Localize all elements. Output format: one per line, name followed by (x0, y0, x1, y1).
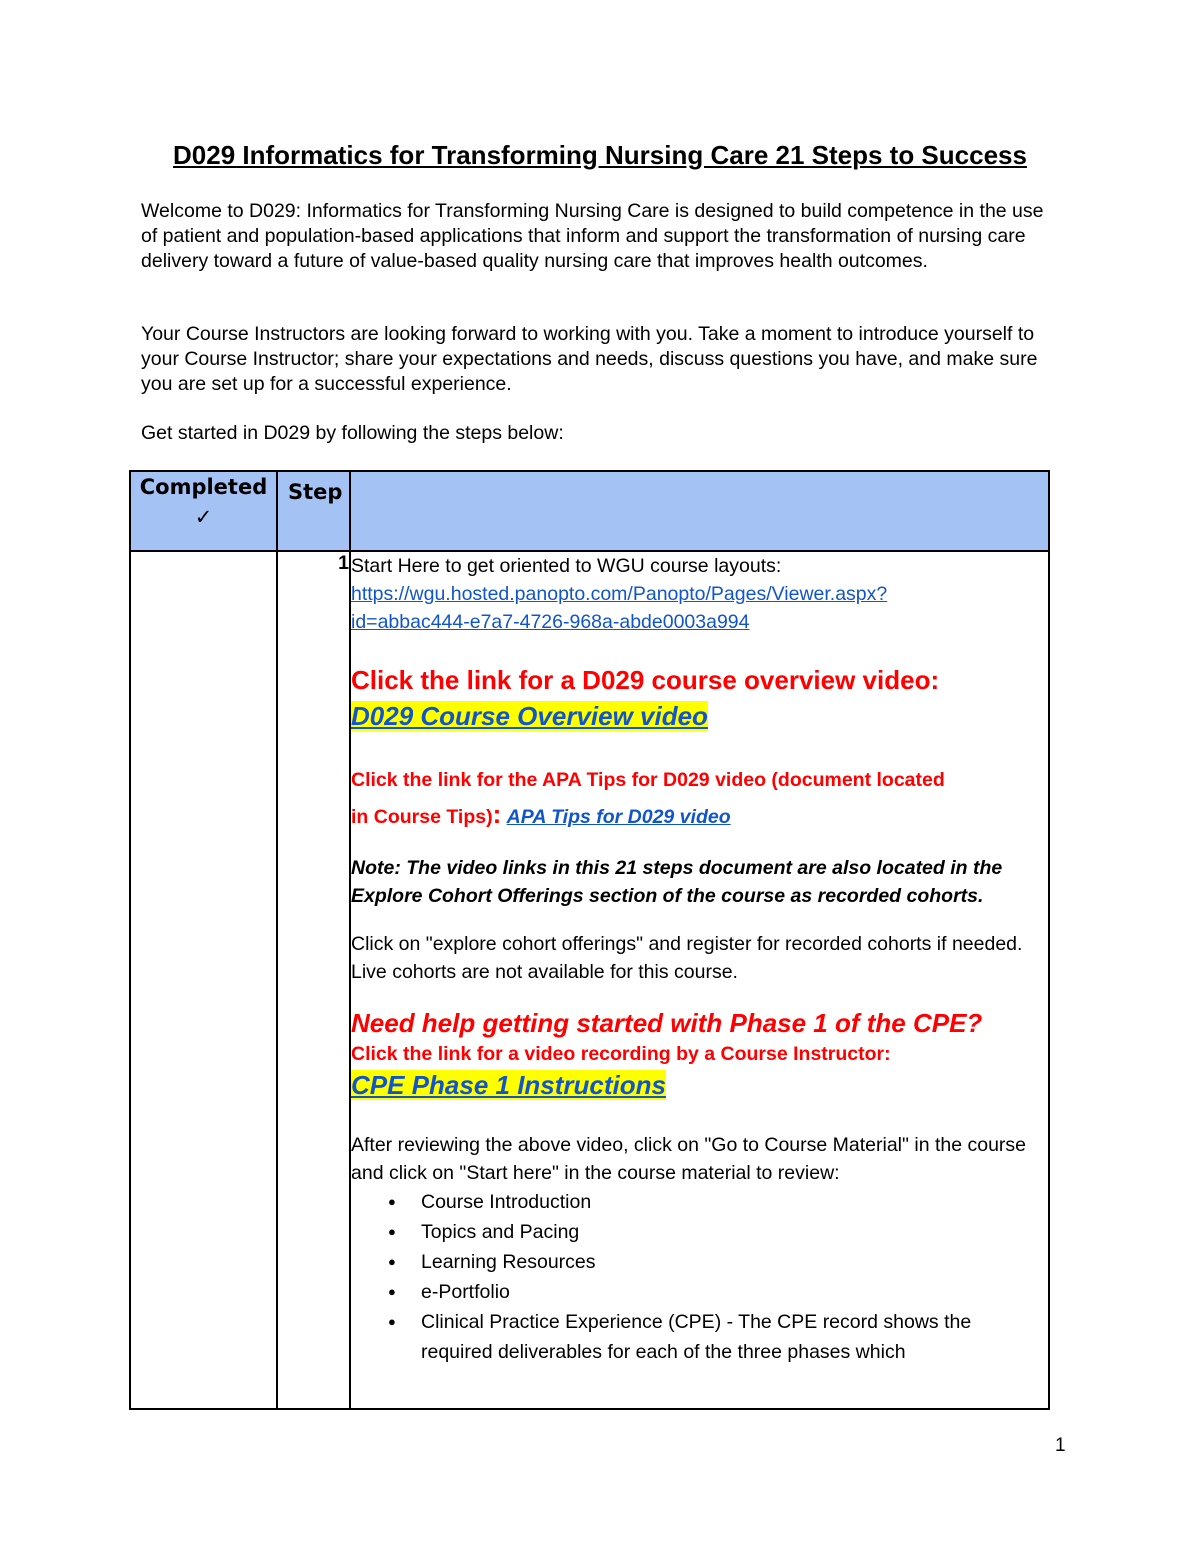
completed-cell[interactable] (130, 551, 277, 1409)
header-completed-label: Completed (139, 475, 268, 499)
table-row (130, 551, 1049, 1409)
list-item: ● Course Introduction (421, 1187, 1048, 1217)
apa-colon: : (492, 799, 502, 829)
course-material-list (351, 1187, 1048, 1367)
intro-paragraph-get-started: Get started in D029 by following the steps below: (141, 422, 564, 444)
apa-prompt (351, 763, 1048, 834)
list-item: ● Clinical Practice Experience (CPE) - The CPE record shows the required deliverables for each of the three phases which (421, 1307, 1048, 1367)
overview-prompt: Click the link for a D029 course overview video: (351, 665, 940, 695)
checkmark-icon: ✓ (194, 505, 213, 529)
list-item: ● Learning Resources (421, 1247, 1048, 1277)
cohort-text: Click on "explore cohort offerings" and register for recorded cohorts if needed. Live cohorts are not available for this course. (351, 933, 1023, 983)
cpe-prompt: Click the link for a video recording by a Course Instructor: (351, 1043, 891, 1065)
apa-prompt-line1: Click the link for the APA Tips for D029 video (document located (351, 769, 945, 791)
header-content (350, 471, 1049, 551)
start-here-text: Start Here to get oriented to WGU course layouts: (351, 555, 782, 577)
intro-paragraph-welcome: Welcome to D029: Informatics for Transforming Nursing Care is designed to build competence in the use of patient and population-based applications that inform and support the transformation of nursing care delivery toward a future of value-based quality nursing care that improves health outcomes. (141, 200, 1044, 272)
apa-tips-video-link[interactable]: APA Tips for D029 video (506, 806, 731, 828)
list-item: ● Topics and Pacing (421, 1217, 1048, 1247)
start-here-link-line1: https://wgu.hosted.panopto.com/Panopto/Pages/Viewer.aspx? (351, 583, 888, 605)
list-item: ● e-Portfolio (421, 1277, 1048, 1307)
header-completed (130, 471, 277, 551)
apa-prompt-line2: in Course Tips) (351, 806, 493, 828)
cpe-heading: Need help getting started with Phase 1 of the CPE? (351, 1008, 983, 1038)
step-content (350, 551, 1049, 1409)
start-here-link[interactable] (351, 583, 887, 633)
page-number: 1 (1055, 1435, 1066, 1456)
note-text: Note: The video links in this 21 steps document are also located in the Explore Cohort Offerings section of the course as recorded cohorts. (351, 857, 1003, 907)
start-here-link-line2: id=abbac444-e7a7-4726-968a-abde0003a994 (351, 611, 750, 633)
header-step: Step (277, 471, 350, 551)
steps-table (129, 470, 1050, 1410)
after-review-text: After reviewing the above video, click on "Go to Course Material" in the course and click on "Start here" in the course material to review: (351, 1134, 1027, 1184)
document-title: D029 Informatics for Transforming Nursing Care 21 Steps to Success (173, 140, 1027, 170)
step-number: 1 (277, 551, 350, 1409)
table-header-row (130, 471, 1049, 551)
overview-video-link[interactable]: D029 Course Overview video (351, 701, 708, 731)
cpe-phase1-link[interactable]: CPE Phase 1 Instructions (351, 1070, 666, 1100)
intro-paragraph-instructors: Your Course Instructors are looking forward to working with you. Take a moment to introduce yourself to your Course Instructor; share your expectations and needs, discuss questions you have, and make sure you are set up for a successful experience. (141, 323, 1038, 395)
